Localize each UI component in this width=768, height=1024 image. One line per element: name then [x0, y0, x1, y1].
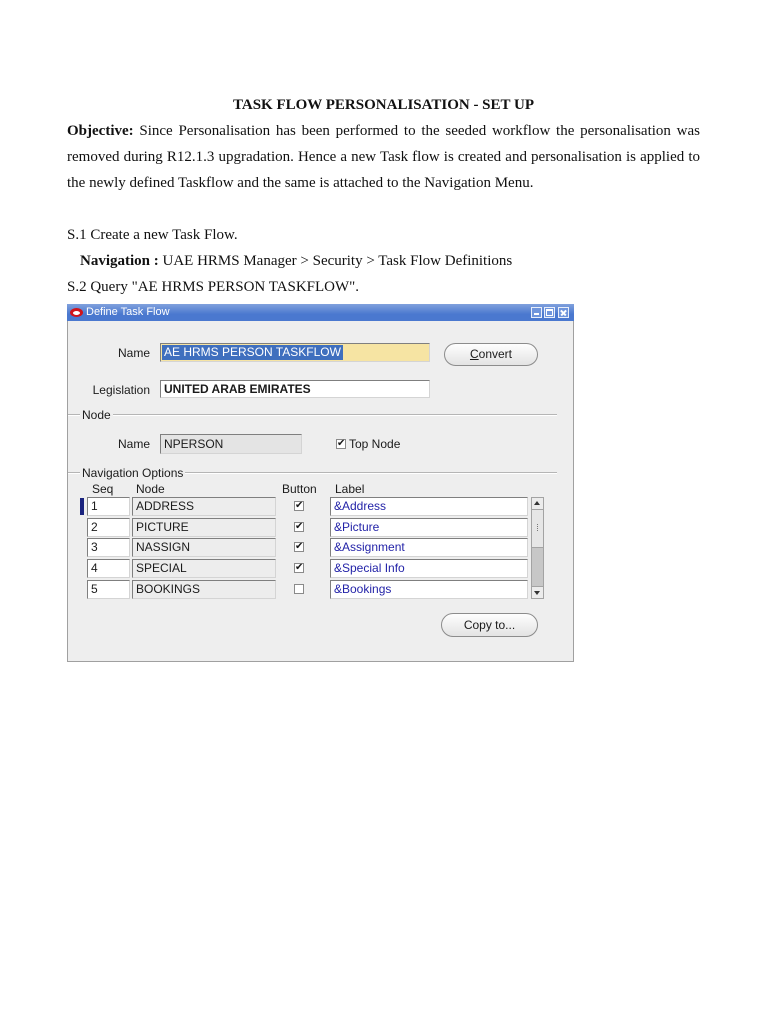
- table-row: [67, 518, 547, 537]
- step-1-text: S.1 Create a new Task Flow.: [67, 227, 238, 243]
- column-header-button: Button: [282, 482, 317, 496]
- legislation-label: Legislation: [92, 383, 150, 397]
- table-row: [67, 538, 547, 557]
- convert-button[interactable]: Convert: [444, 343, 538, 366]
- task-flow-name-field[interactable]: [160, 343, 430, 362]
- column-header-label: Label: [335, 482, 365, 496]
- button-checkbox[interactable]: [294, 542, 304, 552]
- top-node-checkbox[interactable]: [336, 439, 346, 449]
- button-checkbox[interactable]: [294, 501, 304, 511]
- node-field[interactable]: SPECIAL: [132, 559, 276, 578]
- node-field[interactable]: NASSIGN: [132, 538, 276, 557]
- button-checkbox[interactable]: [294, 563, 304, 573]
- objective-label: Objective:: [67, 123, 134, 139]
- task-flow-name-value: AE HRMS PERSON TASKFLOW: [164, 345, 341, 359]
- navigation-options-legend: Navigation Options: [82, 466, 184, 480]
- navigation-label: Navigation :: [80, 253, 159, 269]
- table-row: [67, 559, 547, 578]
- seq-field[interactable]: 3: [87, 538, 130, 557]
- label-field[interactable]: &Bookings: [330, 580, 528, 599]
- label-field[interactable]: &Picture: [330, 518, 528, 537]
- column-header-seq: Seq: [92, 482, 114, 496]
- node-name-label: Name: [117, 437, 150, 451]
- navigation-path-line: [80, 248, 700, 274]
- scrollbar-thumb[interactable]: [532, 510, 543, 548]
- node-field[interactable]: BOOKINGS: [132, 580, 276, 599]
- node-field[interactable]: ADDRESS: [132, 497, 276, 516]
- seq-field[interactable]: 2: [87, 518, 130, 537]
- step-2-text: S.2 Query "AE HRMS PERSON TASKFLOW".: [67, 279, 360, 295]
- table-row: [67, 580, 547, 599]
- window-title-bar[interactable]: [67, 304, 574, 321]
- copy-to-button[interactable]: Copy to...: [441, 613, 538, 637]
- window-title: Define Task Flow: [86, 306, 170, 318]
- scroll-up-arrow-icon[interactable]: [532, 498, 543, 510]
- node-name-field[interactable]: NPERSON: [160, 434, 302, 454]
- scroll-down-arrow-icon[interactable]: [532, 586, 543, 598]
- node-field[interactable]: PICTURE: [132, 518, 276, 537]
- column-header-node: Node: [136, 482, 165, 496]
- document-title: TASK FLOW PERSONALISATION - SET UP: [232, 97, 535, 113]
- navigation-path: UAE HRMS Manager > Security > Task Flow Definitions: [162, 253, 513, 269]
- rows-scrollbar[interactable]: [531, 497, 544, 599]
- top-node-label: Top Node: [349, 437, 401, 451]
- define-task-flow-window: [67, 304, 574, 662]
- label-field[interactable]: &Special Info: [330, 559, 528, 578]
- button-checkbox[interactable]: [294, 584, 304, 594]
- table-row: [67, 497, 547, 516]
- seq-field[interactable]: 5: [87, 580, 130, 599]
- label-field[interactable]: &Address: [330, 497, 528, 516]
- button-checkbox[interactable]: [294, 522, 304, 532]
- close-icon[interactable]: [558, 307, 569, 318]
- seq-field[interactable]: 4: [87, 559, 130, 578]
- node-section-divider: [68, 414, 557, 416]
- node-section-legend: Node: [82, 408, 111, 422]
- seq-field[interactable]: 1: [87, 497, 130, 516]
- minimize-icon[interactable]: [531, 307, 542, 318]
- maximize-icon[interactable]: [544, 307, 555, 318]
- label-field[interactable]: &Assignment: [330, 538, 528, 557]
- objective-text-line-2: removed during R12.1.3 upgradation. Hence a new Task flow is created and personalisation is applied to: [67, 149, 700, 165]
- objective-text-line-1: Since Personalisation has been performed to the seeded workflow the personalisation was: [139, 123, 700, 139]
- oracle-logo-icon: [70, 308, 83, 317]
- name-label: Name: [117, 346, 150, 360]
- objective-line-1: [67, 118, 700, 144]
- legislation-field[interactable]: UNITED ARAB EMIRATES: [160, 380, 430, 398]
- current-record-indicator: [80, 498, 84, 515]
- objective-text-line-3: the newly defined Taskflow and the same is attached to the Navigation Menu.: [67, 175, 534, 191]
